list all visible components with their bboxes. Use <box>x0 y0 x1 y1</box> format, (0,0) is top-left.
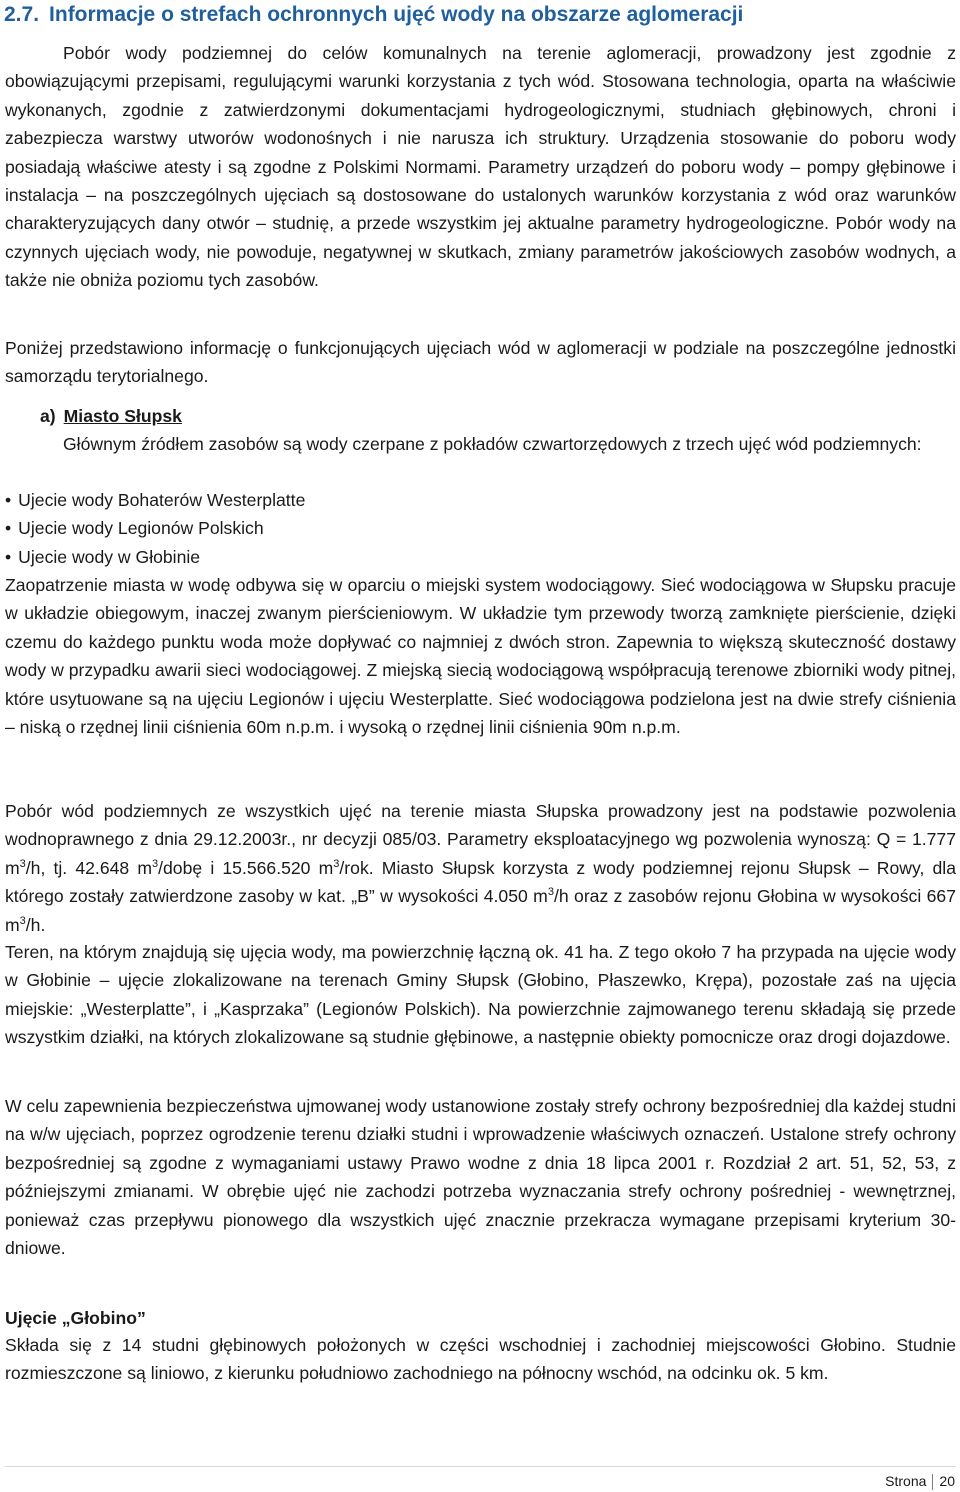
subheading-globino: Ujęcie „Głobino” <box>5 1308 146 1328</box>
paragraph-water-intake: Pobór wody podziemnej do celów komunalnych na terenie aglomeracji, prowadzony jest zgodnie z obowiązującymi przepisami, regulującymi warunki korzystania z tych wód. Stosowana technologia, oparta na właściwie wykonanych, zgodnie z zatwierdzonymi dokumentacjami hydrogeologicznymi, studniach głębinowych, chroni i zabezpiecza warstwy utworów wodonośnych i nie narusza ich struktury. Urządzenia stosowanie do poboru wody posiadają właściwe atesty i są zgodne z Polskimi Normami. Parametry urządzeń do poboru wody – pompy głębinowe i instalacja – na poszczególnych ujęciach są dostosowane do ustalonych warunków korzystania z wód oraz warunków charakteryzujących dany otwór – studnię, a przede wszystkim jej aktualne parametry hydrogeologiczne. Pobór wody na czynnych ujęciach wody, nie powoduje, negatywnej w skutkach, zmiany parametrów jakościowych zasobów wodnych, a także nie obniża poziomu tych zasobów. <box>5 43 956 291</box>
paragraph-globino-wells: Składa się z 14 studni głębinowych położonych w części wschodniej i zachodniej miejscowości Głobino. Studnie rozmieszczone są liniowo, z kierunku południowo zachodniego na północny wschód, na odcinku ok. 5 km. <box>5 1335 956 1384</box>
subsection-title: Miasto Słupsk <box>63 406 182 426</box>
subsection-letter: a) <box>40 406 56 426</box>
footer-separator <box>932 1474 933 1490</box>
section-title: Informacje o strefach ochronnych ujęć wody na obszarze aglomeracji <box>49 3 744 26</box>
list-item: • Ujecie wody w Głobinie <box>5 543 305 571</box>
intake-list <box>5 486 305 571</box>
paragraph-water-network: Zaopatrzenie miasta w wodę odbywa się w oparciu o miejski system wodociągowy. Sieć wodociągowa w Słupsku pracuje w układzie obiegowym, inaczej zwanym pierścieniowym. W układzie tym przewody tworzą zamknięte pierścienie, dzięki czemu do każdego punktu woda może dopływać co najmniej z dwóch stron. Zapewnia to większą skuteczność dostawy wody w przypadku awarii sieci wodociągowej. Z miejską siecią wodociągową współpracują terenowe zbiorniki wody pitnej, które usytuowane są na ujęciu Legionów i ujęciu Westerplatte. Sieć wodociągowa podzielona jest na dwie strefy ciśnienia – niską o rzędnej linii ciśnienia 60m n.p.m. i wysoką o rzędnej linii ciśnienia 90m n.p.m. <box>5 575 956 738</box>
subsection-heading-slupsk <box>40 402 182 430</box>
section-number: 2.7. <box>4 3 40 26</box>
footer-label: Strona <box>885 1473 927 1489</box>
page-footer <box>885 1471 955 1491</box>
paragraph-main-source: Głównym źródłem zasobów są wody czerpane z pokładów czwartorzędowych z trzech ujęć wód podziemnych: <box>63 434 922 454</box>
paragraph-intro-units: Poniżej przedstawiono informację o funkcjonujących ujęciach wód w aglomeracji w podziale na poszczególne jednostki samorządu terytorialnego. <box>5 338 956 387</box>
page-number: 20 <box>939 1473 955 1489</box>
footer-divider <box>5 1466 956 1467</box>
paragraph-area: Teren, na którym znajdują się ujęcia wody, ma powierzchnię łączną ok. 41 ha. Z tego około 7 ha przypada na ujęcie wody w Głobinie – ujęcie zlokalizowane na terenach Gminy Słupsk (Głobino, Płaszewko, Krępa), pozostałe zaś na ujęcia miejskie: „Westerplatte”, i „Kasprzaka” (Legionów Polskich). Na powierzchnie zajmowanego terenu składają się przede wszystkim działki, na których zlokalizowane są studnie głębinowe, a następnie obiekty pomocnicze oraz drogi dojazdowe. <box>5 942 956 1048</box>
paragraph-protection-zones: W celu zapewnienia bezpieczeństwa ujmowanej wody ustanowione zostały strefy ochrony bezpośredniej dla każdej studni na w/w ujęciach, poprzez ogrodzenie terenu działki studni i wprowadzenie właściwych oznaczeń. Ustalone strefy ochrony bezpośredniej są zgodne z wymaganiami ustawy Prawo wodne z dnia 18 lipca 2001 r. Rozdział 2 art. 51, 52, 53, z późniejszymi zmianami. W obrębie ujęć nie zachodzi potrzeba wyznaczania strefy ochrony pośredniej - wewnętrznej, ponieważ czas przepływu pionowego dla wszystkich ujęć znacznie przekracza wymagane przepisami kryterium 30-dniowe. <box>5 1096 956 1259</box>
list-item: • Ujecie wody Legionów Polskich <box>5 514 305 542</box>
paragraph-permit: Pobór wód podziemnych ze wszystkich ujęć na terenie miasta Słupska prowadzony jest na podstawie pozwolenia wodnoprawnego z dnia 29.12.2003r., nr decyzji 085/03. Parametry eksploatacyjnego wg pozwolenia wynoszą: Q = 1.777 $m^3/h$, tj. 42.648 $m^3$/dobę i 15.566.520 $m^3$/rok. Miasto Słupsk korzysta z wody podziemnej rejonu Słupsk – Rowy, dla którego zostały zatwierdzone zasoby w kat. „B” w wysokości 4.050 $m^3/h$ oraz z zasobów rejonu Głobina w wysokości 667 $m^3/h$. <box>5 801 957 935</box>
list-item: • Ujecie wody Bohaterów Westerplatte <box>5 486 305 514</box>
section-heading <box>4 2 743 28</box>
